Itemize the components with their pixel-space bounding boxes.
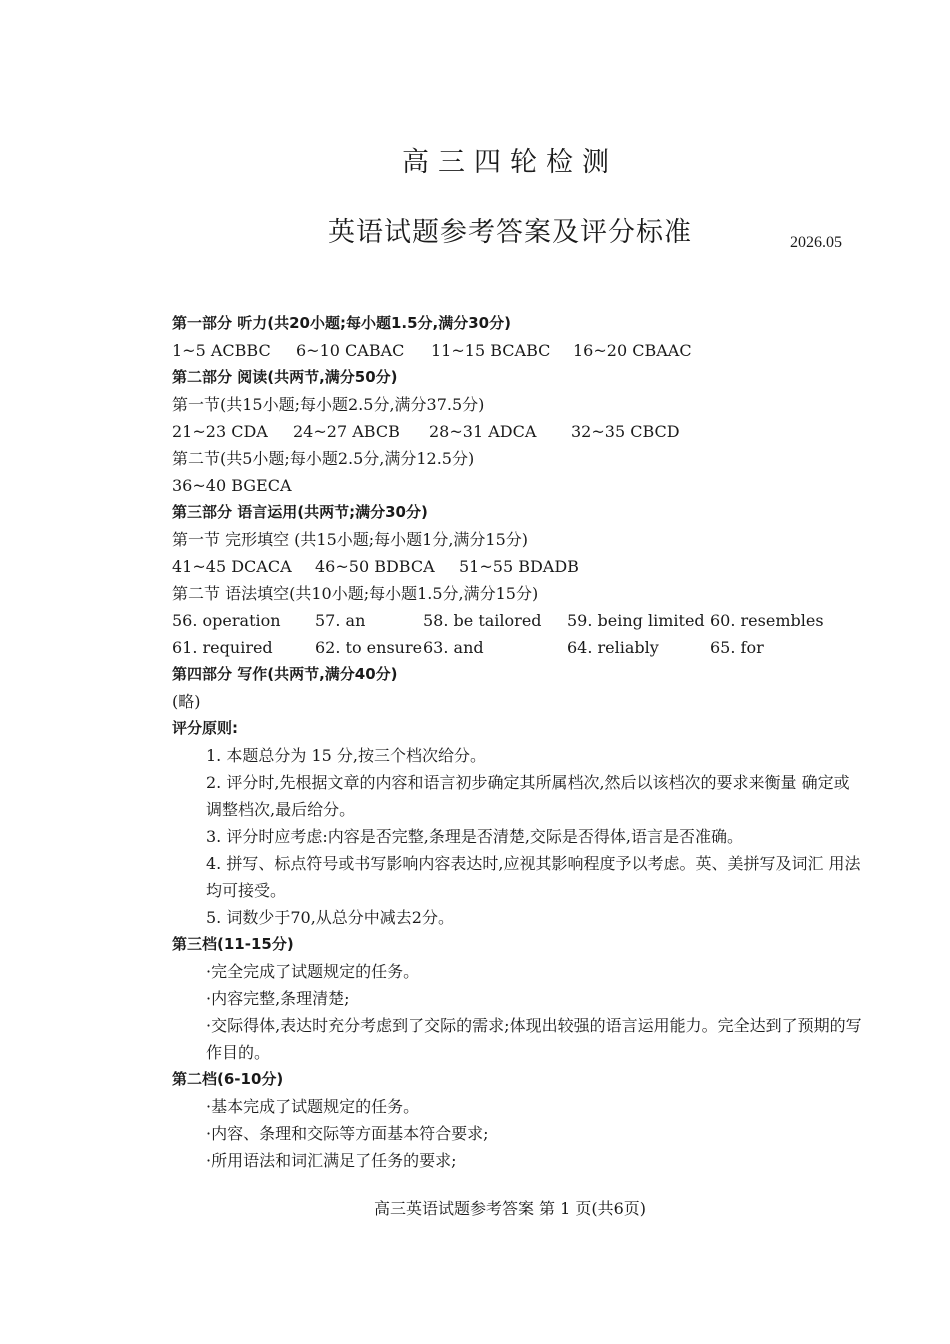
page-subtitle: 英语试题参考答案及评分标准 xyxy=(328,217,692,248)
grammar-answer: 63. and xyxy=(423,638,484,657)
part1-answers xyxy=(172,337,862,364)
answer-group: 24~27 ABCB xyxy=(293,422,400,441)
answer-group: 32~35 CBCD xyxy=(571,422,680,441)
scoring-principles-heading: 评分原则: xyxy=(172,719,238,737)
principle-item: 5. 词数少于70,从总分中减去2分。 xyxy=(206,908,454,927)
part1-heading: 第一部分 听力(共20小题;每小题1.5分,满分30分) xyxy=(172,314,511,332)
grammar-answer: 65. for xyxy=(710,638,764,657)
principle-item: 1. 本题总分为 15 分,按三个档次给分。 xyxy=(206,746,486,765)
answer-group: 51~55 BDADB xyxy=(459,557,579,576)
answer-group: 16~20 CBAAC xyxy=(573,341,692,360)
part2-section2-answers: 36~40 BGECA xyxy=(172,476,292,495)
part2-section2-label: 第二节(共5小题;每小题2.5分,满分12.5分) xyxy=(172,449,475,468)
tier3-item: ·交际得体,表达时充分考虑到了交际的需求;体现出较强的语言运用能力。完全达到了预期的写作目的。 xyxy=(206,1016,862,1062)
part2-section1-answers xyxy=(172,418,862,445)
answer-group: 21~23 CDA xyxy=(172,422,268,441)
answer-group: 46~50 BDBCA xyxy=(315,557,435,576)
page-title: 高三四轮检测 xyxy=(402,147,618,178)
part3-heading: 第三部分 语言运用(共两节;满分30分) xyxy=(172,503,428,521)
part3-section1-label: 第一节 完形填空 (共15小题;每小题1分,满分15分) xyxy=(172,530,529,549)
page-footer: 高三英语试题参考答案 第 1 页(共6页) xyxy=(373,1199,647,1218)
part2-section1-label: 第一节(共15小题;每小题2.5分,满分37.5分) xyxy=(172,395,485,414)
part2-heading: 第二部分 阅读(共两节,满分50分) xyxy=(172,368,398,386)
part3-section1-answers xyxy=(172,553,862,580)
grammar-answer: 61. required xyxy=(172,638,273,657)
grammar-answers-row2 xyxy=(172,634,862,661)
grammar-answers-row1 xyxy=(172,607,862,634)
grammar-answer: 58. be tailored xyxy=(423,611,542,630)
grammar-answer: 57. an xyxy=(315,611,366,630)
exam-date: 2026.05 xyxy=(790,234,842,251)
tier2-item: ·内容、条理和交际等方面基本符合要求; xyxy=(206,1124,489,1143)
tier3-item: ·内容完整,条理清楚; xyxy=(206,989,350,1008)
answer-content xyxy=(172,310,862,1174)
principle-item: 4. 拼写、标点符号或书写影响内容表达时,应视其影响程度予以考虑。英、美拼写及词汇 用法均可接受。 xyxy=(206,854,861,900)
answer-group: 11~15 BCABC xyxy=(431,341,551,360)
grammar-answer: 64. reliably xyxy=(567,638,659,657)
answer-group: 1~5 ACBBC xyxy=(172,341,271,360)
tier3-item: ·完全完成了试题规定的任务。 xyxy=(206,962,420,981)
grammar-answer: 62. to ensure xyxy=(315,638,423,657)
answer-group: 28~31 ADCA xyxy=(429,422,537,441)
grammar-answer: 59. being limited xyxy=(567,611,705,630)
answer-group: 41~45 DCACA xyxy=(172,557,292,576)
answer-group: 6~10 CABAC xyxy=(296,341,405,360)
tier2-heading: 第二档(6-10分) xyxy=(172,1070,284,1088)
grammar-answer: 56. operation xyxy=(172,611,281,630)
tier2-item: ·所用语法和词汇满足了任务的要求; xyxy=(206,1151,457,1170)
part4-heading: 第四部分 写作(共两节,满分40分) xyxy=(172,665,398,683)
tier2-item: ·基本完成了试题规定的任务。 xyxy=(206,1097,420,1116)
grammar-answer: 60. resembles xyxy=(710,611,824,630)
principle-item: 3. 评分时应考虑:内容是否完整,条理是否清楚,交际是否得体,语言是否准确。 xyxy=(206,827,744,846)
part3-section2-label: 第二节 语法填空(共10小题;每小题1.5分,满分15分) xyxy=(172,584,539,603)
principle-item: 2. 评分时,先根据文章的内容和语言初步确定其所属档次,然后以该档次的要求来衡量 确定或调整档次,最后给分。 xyxy=(206,773,850,819)
tier3-heading: 第三档(11-15分) xyxy=(172,935,294,953)
part4-omitted: (略) xyxy=(172,692,201,711)
